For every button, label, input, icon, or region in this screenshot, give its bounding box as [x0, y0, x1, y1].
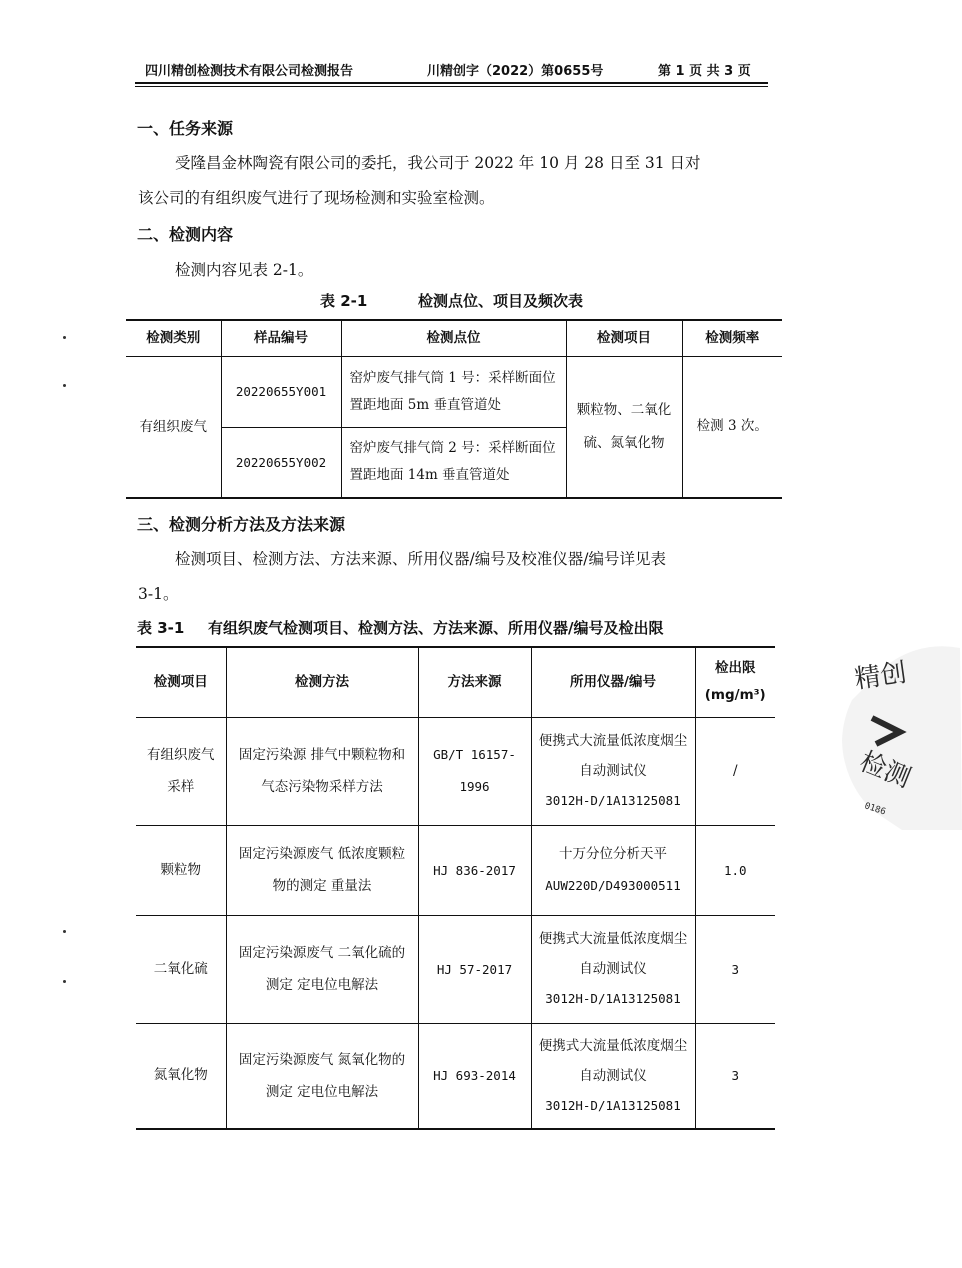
table-2-1-header-row: [126, 320, 782, 356]
seal-text-bottom: 检测: [855, 746, 915, 794]
t31-method-4: 固定污染源废气 氮氧化物的测定 定电位电解法: [226, 1023, 418, 1129]
t31-instrument-id-1: 3012H-D/1A13125081: [545, 793, 681, 808]
table-2-1-caption-title: 检测点位、项目及频次表: [418, 292, 584, 310]
table-row: [126, 356, 782, 427]
t31-item-2: 颗粒物: [136, 825, 226, 915]
t31-item-1: 有组织废气采样: [147, 747, 215, 795]
table-3-1: [136, 646, 775, 1130]
section-1-title: 一、任务来源: [137, 119, 234, 138]
header-page-number: 第 1 页 共 3 页: [658, 64, 751, 79]
seal-text-top: 精创: [852, 657, 909, 695]
t31-source-2: HJ 836-2017: [418, 825, 531, 915]
scan-speck: [63, 980, 66, 983]
t21-header-category: 检测类别: [126, 320, 221, 356]
t31-limit-2: 1.0: [695, 825, 775, 915]
scan-speck: [63, 930, 66, 933]
t31-item-1-cell: [136, 717, 226, 825]
t31-limit-4: 3: [695, 1023, 775, 1129]
t21-header-point: 检测点位: [341, 320, 566, 356]
section-1-text-line2: 该公司的有组织废气进行了现场检测和实验室检测。: [138, 189, 495, 207]
t21-point-2: 窑炉废气排气筒 2 号：采样断面位置距地面 14m 垂直管道处: [341, 427, 566, 498]
table-3-1-header-row: [136, 647, 775, 717]
t31-header-method: 检测方法: [226, 647, 418, 717]
t31-limit-3: 3: [695, 915, 775, 1023]
company-seal-icon: [842, 640, 962, 830]
t31-source-1: GB/T 16157-1996: [418, 717, 531, 825]
t31-item-4: 氮氧化物: [136, 1023, 226, 1129]
t31-method-3: 固定污染源废气 二氧化硫的测定 定电位电解法: [226, 915, 418, 1023]
table-row: [136, 915, 775, 1023]
t21-category: 有组织废气: [139, 418, 207, 435]
t21-sample-1: 20220655Y001: [221, 356, 341, 427]
t31-instrument-4: 便携式大流量低浓度烟尘自动测试仪: [538, 1037, 688, 1084]
table-2-1-caption-number: 表 2-1: [320, 292, 368, 310]
table-row: [136, 1023, 775, 1129]
t31-instrument-4-cell: [531, 1023, 695, 1129]
section-2-title: 二、检测内容: [137, 225, 234, 244]
t31-item-3: 二氧化硫: [136, 915, 226, 1023]
table-3-1-caption-number: 表 3-1: [137, 619, 185, 637]
t31-instrument-id-2: AUW220D/D493000511: [545, 878, 681, 893]
t31-method-1: 固定污染源 排气中颗粒物和气态污染物采样方法: [226, 717, 418, 825]
section-3-text-line1: 检测项目、检测方法、方法来源、所用仪器/编号及校准仪器/编号详见表: [175, 550, 666, 568]
t31-header-instrument: 所用仪器/编号: [531, 647, 695, 717]
t31-source-4: HJ 693-2014: [418, 1023, 531, 1129]
table-2-1: [126, 319, 782, 499]
section-1-text-line1: 受隆昌金林陶瓷有限公司的委托，我公司于 2022 年 10 月 28 日至 31 日对: [175, 154, 701, 172]
t21-sample-2: 20220655Y002: [221, 427, 341, 498]
t31-header-item: 检测项目: [136, 647, 226, 717]
seal-number: 0186: [863, 801, 887, 818]
header-report-number: 川精创字（2022）第0655号: [427, 64, 604, 79]
t21-items: 颗粒物、二氧化硫、氮氧化物: [576, 401, 672, 451]
t31-instrument-1: 便携式大流量低浓度烟尘自动测试仪: [538, 733, 688, 779]
t31-header-limit-unit: (mg/m³): [704, 687, 766, 704]
report-header: [135, 58, 768, 80]
section-3-text-line2: 3-1。: [138, 585, 179, 603]
t21-header-frequency: 检测频率: [682, 320, 782, 356]
t31-instrument-2-cell: [531, 825, 695, 915]
section-3-title: 三、检测分析方法及方法来源: [137, 515, 346, 534]
t31-source-3: HJ 57-2017: [418, 915, 531, 1023]
scan-speck: [63, 336, 66, 339]
table-row: [136, 825, 775, 915]
t21-point-1: 窑炉废气排气筒 1 号：采样断面位置距地面 5m 垂直管道处: [341, 356, 566, 427]
t21-category-cell: [126, 356, 221, 498]
t31-instrument-2: 十万分位分析天平: [559, 846, 667, 862]
t31-instrument-1-cell: [531, 717, 695, 825]
header-rule: [135, 82, 768, 84]
t31-method-2: 固定污染源废气 低浓度颗粒物的测定 重量法: [226, 825, 418, 915]
t31-header-limit-cell: [695, 647, 775, 717]
t31-limit-1: /: [695, 717, 775, 825]
table-row: [136, 717, 775, 825]
t31-instrument-3-cell: [531, 915, 695, 1023]
t31-header-source: 方法来源: [418, 647, 531, 717]
t31-instrument-id-4: 3012H-D/1A13125081: [545, 1097, 681, 1113]
header-company: 四川精创检测技术有限公司检测报告: [145, 64, 354, 79]
t21-header-sample: 样品编号: [221, 320, 341, 356]
section-2-text: 检测内容见表 2-1。: [175, 261, 314, 279]
t31-instrument-3: 便携式大流量低浓度烟尘自动测试仪: [538, 931, 688, 977]
scan-speck: [63, 384, 66, 387]
t31-header-limit: 检出限: [715, 660, 756, 677]
t21-items-cell: [566, 356, 682, 498]
t21-header-items: 检测项目: [566, 320, 682, 356]
header-rule-thin: [135, 86, 768, 87]
t31-instrument-id-3: 3012H-D/1A13125081: [545, 991, 681, 1006]
t21-frequency: 检测 3 次。: [682, 356, 782, 498]
table-3-1-caption-title: 有组织废气检测项目、检测方法、方法来源、所用仪器/编号及检出限: [208, 619, 664, 637]
